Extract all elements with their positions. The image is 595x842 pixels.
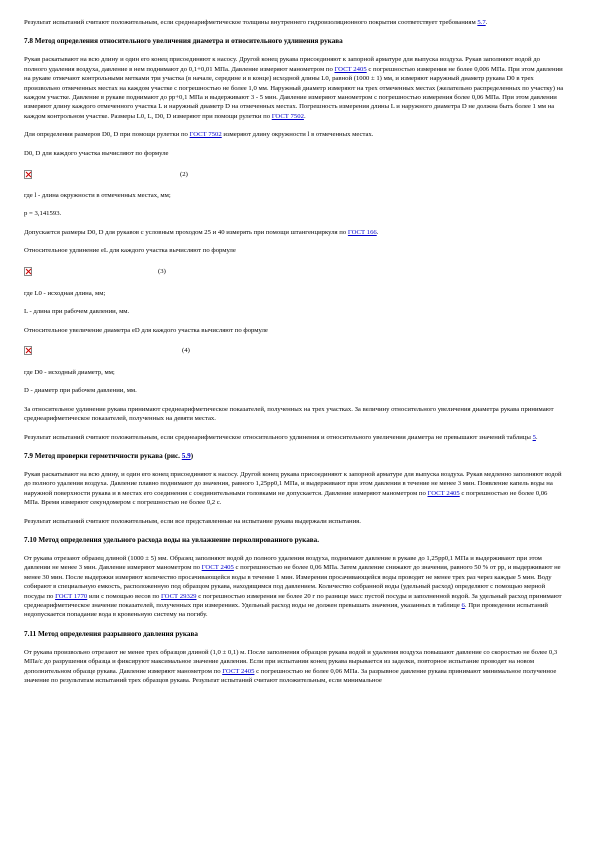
link-table-6[interactable]: 6 bbox=[461, 602, 465, 609]
paragraph-circumference: Для определения размеров D0, D при помощи рулетки по ГОСТ 7502 измеряют длину окружности l в отмеченных местах. bbox=[24, 131, 374, 139]
paragraph-where-l: где l - длина окружности в отмеченных местах, мм; bbox=[24, 192, 171, 200]
paragraph-result-tightness: Результат испытаний считают положительным, если все представленные на испытание рукава выдержали испытания. bbox=[24, 517, 361, 525]
link-5-9[interactable]: 5.9 bbox=[181, 451, 191, 460]
link-gost-7502[interactable]: ГОСТ 7502 bbox=[189, 131, 222, 139]
paragraph-method-7-10: От рукава отрезают образец длиной (1000 ± 5) мм. Образец заполняют водой до полного удаления воздуха, поднимают давление в рукаве до 1,25рр0,1 МПа и выдерживают при этом давлении не менее 3 мин. Давление измеряют манометром по ГОСТ 2405 с погрешностью не более 0,06 МПа. Затем давление снижают до значения, равного 50 % от рр, и выдерживают не менее 30 мин. После выдержки измеряют количество просачивающейся воды в течение 1 мин. Измерения просачивающейся воды проводят не менее трех раз через каждые 5 мин. Воду собирают в специальную емкость, расположенную под образцом рукава, находящимся под давлением. Количество собранной воды (удельный расход) определяют с помощью мерной посуды по ГОСТ 1770 или с помощью весов по ГОСТ 29329 с погрешностью измерения не более 20 г по разнице масс пустой посуды и заполненной водой. За удельный расход принимают среднеарифметическое значение показателей, полученных при измерениях. Удельный расход воды не должен превышать значения, указанных в таблице 6. При проведении испытаний недопускается попадание вода в кровеньную систему на погибу. bbox=[24, 554, 562, 619]
paragraph-result-elongation: Результат испытаний считают положительным, если среднеарифметическое относительного удлинения и относительного увеличения диаметра не превышают значений таблицы 5. bbox=[24, 433, 538, 441]
link-gost-2405[interactable]: ГОСТ 2405 bbox=[334, 65, 367, 73]
paragraph-result-thickness: Результат испытаний считают положительным, если среднеарифметическое толщины внутреннего гидроизоляционного покрытия соответствует требованиям 5.7. bbox=[24, 19, 488, 26]
link-gost-2405[interactable]: ГОСТ 2405 bbox=[222, 667, 255, 675]
paragraph-where-d: D - диаметр при рабочем давлении, мм. bbox=[24, 387, 137, 395]
formula-3 bbox=[24, 265, 564, 279]
formula-4 bbox=[24, 344, 564, 358]
paragraph-formula-intro-2: D0, D для каждого участка вычисляют по формуле bbox=[24, 149, 169, 157]
link-gost-1770[interactable]: ГОСТ 1770 bbox=[55, 592, 88, 600]
paragraph-formula-intro-3: Относительное удлинение eL для каждого участка вычисляют по формуле bbox=[24, 247, 236, 255]
broken-image-icon bbox=[24, 170, 32, 179]
link-gost-29329[interactable]: ГОСТ 29329 bbox=[160, 592, 197, 600]
broken-image-icon bbox=[24, 267, 32, 276]
broken-image-icon bbox=[24, 346, 32, 355]
formula-number: (3) bbox=[158, 268, 166, 276]
paragraph-method-7-9: Рукав раскатывают на всю длину, и один его конец присоединяют к насосу. Другой конец рукава присоединяют к запорной арматуре для выпуска воздуха. Рукав медленно заполняют водой до полного удаления воздуха. Давление плавно поднимают до значения, равного 1,25рр0,1 МПа, и выдерживают при этом давлении в течение не менее 3 мин. Появление капель воды на наружной поверхности рукава и в местах его соединения с соединительными головками не допускается. Давление измеряют манометром по ГОСТ 2405 с погрешностью не более 0,06 МПа. Время измеряют секундомером с погрешностью не более 0,2 с. bbox=[24, 470, 562, 507]
link-gost-7502[interactable]: ГОСТ 7502 bbox=[271, 112, 304, 120]
heading-7-8: 7.8 Метод определения относительного увеличения диаметра и относительного удлинения рукава bbox=[24, 37, 343, 46]
paragraph-where-l0: где L0 - исходная длина, мм; bbox=[24, 289, 106, 297]
link-5-7[interactable]: 5.7 bbox=[477, 19, 486, 26]
formula-2 bbox=[24, 167, 564, 181]
formula-number: (2) bbox=[180, 170, 188, 178]
document-page bbox=[24, 18, 564, 694]
link-table-5[interactable]: 5 bbox=[532, 433, 536, 441]
paragraph-pi: p = 3,141593. bbox=[24, 210, 62, 218]
paragraph-caliper: Допускается размеры D0, D для рукавов с условным проходом 25 и 40 измерять при помощи штангенциркуля по ГОСТ 166. bbox=[24, 228, 379, 236]
heading-7-10: 7.10 Метод определения удельного расхода воды на увлажнение перколированного рукава. bbox=[24, 535, 320, 544]
heading-7-9: 7.9 Метод проверки герметичности рукава (рис. 5.9) bbox=[24, 451, 194, 460]
link-gost-166[interactable]: ГОСТ 166 bbox=[347, 228, 377, 236]
formula-number: (4) bbox=[182, 347, 190, 355]
paragraph-average: За относительное удлинение рукава принимают среднеарифметическое показателей, полученных на трех участках. За величину относительного увеличения диаметра рукава принимают среднеарифметическое показателей, полученных на девяти местах. bbox=[24, 405, 554, 423]
paragraph-method-7-11: От рукава произвольно отрезают не менее трех образцов длиной (1,0 ± 0,1) м. После заполнения образцов рукава водой и удаления воздуха повышают давление со скоростью не более 0,3 МПа/с до разрушения образца и фиксируют максимальное значение давления. Если при испытании конец рукава вырывается из заделки, повторное испытание проводят на новом дополнительном образце рукава. Давление измеряют манометром по ГОСТ 2405 с погрешностью не более 0,06 МПа. За разрывное давление рукава принимают минимальное полученное значение по результатам испытаний трех образцов рукава. Результат испытаний считают положительным, если минимальное bbox=[24, 648, 558, 685]
link-gost-2405[interactable]: ГОСТ 2405 bbox=[201, 564, 234, 572]
link-gost-2405[interactable]: ГОСТ 2405 bbox=[427, 489, 460, 497]
heading-7-11: 7.11 Метод определения разрывного давления рукава bbox=[24, 629, 198, 638]
paragraph-method-7-8: Рукав раскатывают на всю длину и один его конец присоединяют к насосу. Другой конец рукава присоединяют к запорной арматуре для выпуска воздуха. Рукав заполняют водой до полного удаления воздуха, давление в нем поднимают до 0,1+0,01 МПа. Давление измеряют манометром по ГОСТ 2405 с погрешностью измерения не более 0,006 МПа. При этом давлении на рукаве отмечают контрольными метками три участка (в начале, середине и в конце) исходной длины L0, равной (1000 ± 1) мм, и измеряют наружный диаметр рукава D0 в трех произвольно отмеченных местах на каждом участке с погрешностью не более 1,0 мм. Наружный диаметр измеряют на трех отмеченных местах (желательно распределенных по участку) на каждом участке. Давление в рукаве поднимают до рр+0,1 МПа и выдерживают 3 - 5 мин. Давление измеряют манометром с погрешностью измерения более 0,06 МПа. При этом давлении измеряют длину каждого отмеченного участка L и наружный диаметр D на отмеченных местах. Погрешность измерения длины L и наружного диаметра D не должна быть более 1 мм на каждом контрольном участке. Размеры L0, L, D0, D измеряют при помощи рулетки по ГОСТ 7502. bbox=[24, 56, 564, 120]
paragraph-formula-intro-4: Относительное увеличение диаметра eD для каждого участка вычисляют по формуле bbox=[24, 326, 268, 334]
paragraph-where-l: L - длина при рабочем давлении, мм. bbox=[24, 308, 130, 316]
paragraph-where-d0: где D0 - исходный диаметр, мм; bbox=[24, 368, 115, 376]
